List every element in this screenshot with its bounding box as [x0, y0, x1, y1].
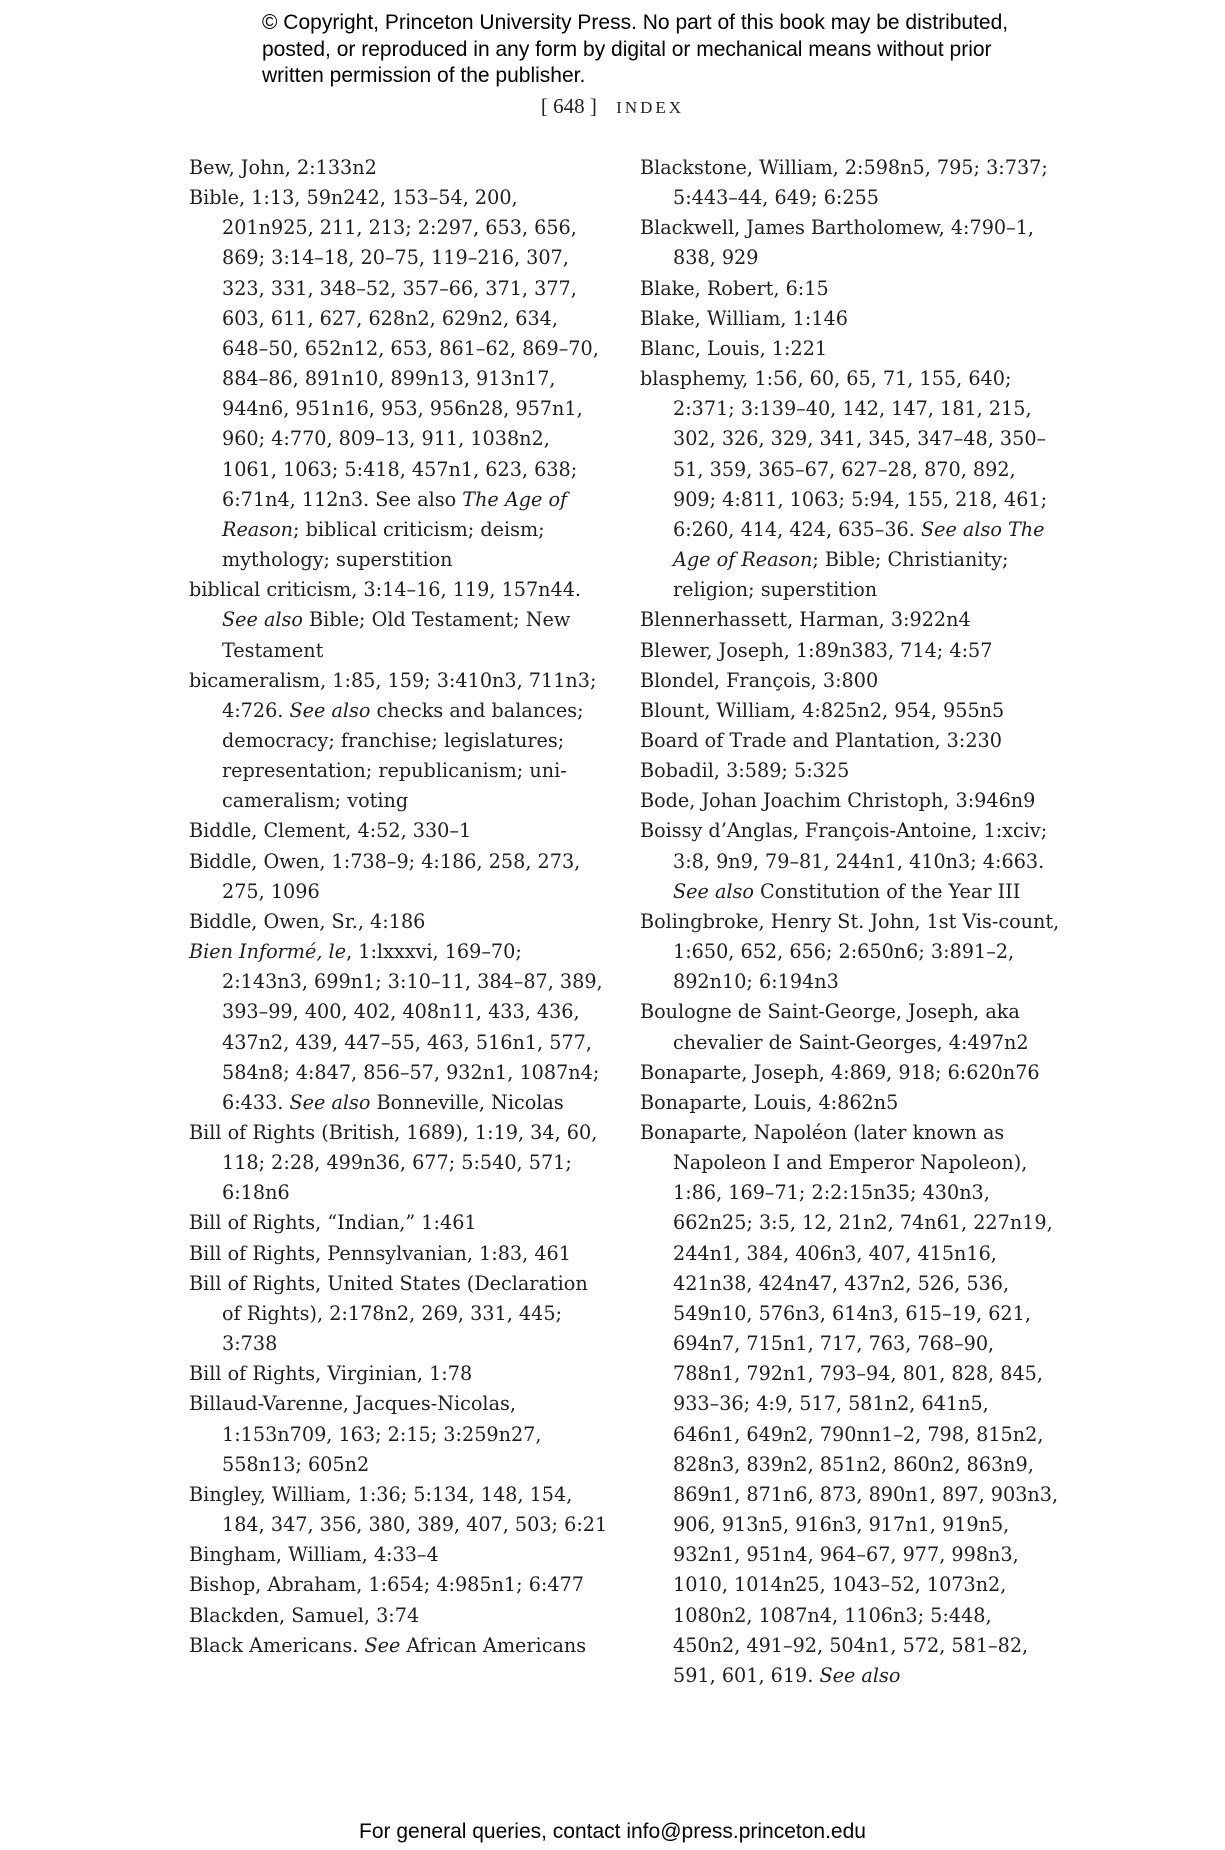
entry-text: Black Americans. [189, 1633, 365, 1657]
entry-text: Bode, Johan Joachim Christoph, 3:946n9 [640, 789, 1036, 813]
entry-text: Bill of Rights, Virginian, 1:78 [189, 1362, 473, 1386]
entry-text: Bobadil, 3:589; 5:325 [640, 759, 850, 783]
index-entry [640, 816, 1060, 906]
index-entry [189, 1480, 609, 1540]
index-entry [640, 364, 1060, 605]
entry-text: bicameralism, 1:85, 159; 3:410n3, 711n3; 4:726. [189, 668, 597, 722]
entry-text: Boulogne de Saint-George, Joseph, aka chevalier de Saint-Georges, 4:497n2 [640, 1000, 1029, 1054]
index-entry [640, 1088, 1060, 1118]
index-entry [640, 786, 1060, 816]
entry-text: Blennerhassett, Harman, 3:922n4 [640, 608, 971, 632]
entry-text: Boissy d’Anglas, François-Antoine, 1:xciv; 3:8, 9n9, 79–81, 244n1, 410n3; 4:663. [640, 819, 1048, 873]
index-entry [640, 1118, 1060, 1691]
index-entry [189, 847, 609, 907]
entry-text: Bingham, William, 4:33–4 [189, 1543, 439, 1567]
entry-text: See also [289, 698, 371, 722]
index-entry [189, 153, 609, 183]
index-entry [640, 907, 1060, 997]
entry-text: Bill of Rights, “Indian,” 1:461 [189, 1211, 477, 1235]
entry-text: Bible; Old Testament; New Testament [222, 608, 571, 662]
entry-text: See also [222, 608, 303, 632]
entry-text: See also The Age of Reason [673, 517, 1045, 572]
entry-text: biblical criticism, 3:14–16, 119, 157n44. [189, 578, 582, 602]
index-entry [640, 997, 1060, 1057]
copyright-notice: © Copyright, Princeton University Press. No part of this book may be distributed, posted, or reproduced in any form by digital or mechanical means without prior written permission of the publisher. [262, 11, 1009, 87]
entry-text: See [364, 1633, 401, 1657]
entry-text: Billaud-Varenne, Jacques-Nicolas, 1:153n709, 163; 2:15; 3:259n27, 558n13; 605n2 [189, 1392, 542, 1476]
index-column-right [640, 153, 1060, 1691]
entry-text: , 1:lxxxvi, 169–70; 2:143n3, 699n1; 3:10–11, 384–87, 389, 393–99, 400, 402, 408n11, 433, 436, 437n2, 439, 447–55, 463, 516n1, 577, 584n8; 4:847, 856–57, 932n1, 1087n4; 6:433. [222, 940, 603, 1114]
index-entry [640, 696, 1060, 726]
index-entry [189, 937, 609, 1118]
index-entry [640, 605, 1060, 635]
entry-text: Bishop, Abraham, 1:654; 4:985n1; 6:477 [189, 1573, 584, 1597]
entry-text: Blanc, Louis, 1:221 [640, 336, 828, 360]
entry-text: Blackwell, James Bartholomew, 4:790–1, 838, 929 [640, 216, 1035, 270]
entry-text: Bonaparte, Napoléon (later known as Napoleon I and Emperor Napoleon), 1:86, 169–71; 2:2:15n35; 430n3, 662n25; 3:5, 12, 21n2, 74n61, 227n19, 244n1, 384, 406n3, 407, 415n16, 421n38, 424n47, 437n2, 526, 536, 549n10, 576n3, 614n3, 615–19, 621, 694n7, 715n1, 717, 763, 768–90, 788n1, 792n1, 793–94, 801, 828, 845, 933–36; 4:9, 517, 581n2, 641n5, 646n1, 649n2, 790nn1–2, 798, 815n2, 828n3, 839n2, 851n2, 860n2, 863n9, 869n1, 871n6, 873, 890n1, 897, 903n3, 906, 913n5, 916n3, 917n1, 919n5, 932n1, 951n4, 964–67, 977, 998n3, 1010, 1014n25, 1043–52, 1073n2, 1080n2, 1087n4, 1106n3; 5:448, 450n2, 491–92, 504n1, 572, 581–82, 591, 601, 619. [640, 1121, 1059, 1687]
section-title: INDEX [616, 98, 685, 117]
entry-text: See also [819, 1663, 901, 1687]
entry-text: Bill of Rights, United States (Declaration of Rights), 2:178n2, 269, 331, 445; 3:738 [189, 1271, 588, 1356]
entry-text: Bill of Rights (British, 1689), 1:19, 34, 60, 118; 2:28, 499n36, 677; 5:540, 571; 6:18n6 [189, 1121, 598, 1205]
index-entry [189, 575, 609, 665]
index-entry [640, 213, 1060, 273]
entry-text: Biddle, Owen, Sr., 4:186 [189, 909, 426, 933]
entry-text: ; biblical criticism; deism; mythology; superstition [222, 517, 545, 572]
entry-text: Bien Informé, le [189, 940, 347, 964]
running-header [0, 94, 1225, 119]
index-entry [640, 756, 1060, 786]
index-entry [640, 666, 1060, 696]
index-entry [189, 1269, 609, 1359]
index-entry [640, 153, 1060, 213]
index-entry [189, 183, 609, 575]
entry-text: blasphemy, 1:56, 60, 65, 71, 155, 640; 2:371; 3:139–40, 142, 147, 181, 215, 302, 326, 329, 341, 345, 347–48, 350–51, 359, 365–67, 627–28, 870, 892, 909; 4:811, 1063; 5:94, 155, 218, 461; 6:260, 414, 424, 635–36. [640, 367, 1048, 541]
entry-text: See also [289, 1090, 371, 1114]
entry-text: Bew, John, 2:133n2 [189, 156, 377, 179]
index-entry [640, 334, 1060, 364]
index-entry [189, 1239, 609, 1269]
entry-text: Blount, William, 4:825n2, 954, 955n5 [640, 698, 1005, 722]
entry-text: ; Bible; Christianity; religion; superstition [673, 548, 1009, 602]
footer-contact: For general queries, contact info@press.princeton.edu [359, 1820, 866, 1843]
entry-text: The Age of Reason [222, 487, 568, 541]
index-entry [189, 1118, 609, 1208]
entry-text: Biddle, Clement, 4:52, 330–1 [189, 819, 472, 843]
index-entry [189, 1601, 609, 1631]
index-entry [189, 1570, 609, 1600]
entry-text: Bonneville, Nicolas [370, 1090, 564, 1114]
entry-text: African Americans [400, 1633, 587, 1657]
index-entry [189, 1540, 609, 1570]
entry-text: Bible, 1:13, 59n242, 153–54, 200, 201n925, 211, 213; 2:297, 653, 656, 869; 3:14–18, 20–75, 119–216, 307, 323, 331, 348–52, 357–66, 371, 377, 603, 611, 627, 628n2, 629n2, 634, 648–50, 652n12, 653, 861–62, 869–70, 884–86, 891n10, 899n13, 913n17, 944n6, 951n16, 953, 956n28, 957n1, 960; 4:770, 809–13, 911, 1038n2, 1061, 1063; 5:418, 457n1, 623, 638; 6:71n4, 112n3. See also [189, 186, 599, 511]
index-entry [189, 1208, 609, 1238]
entry-text: Blake, William, 1:146 [640, 306, 848, 330]
index-entry [189, 666, 609, 817]
index-entry [640, 304, 1060, 334]
index-entry [189, 1631, 609, 1661]
entry-text: Bolingbroke, Henry St. John, 1st Vis-count, 1:650, 652, 656; 2:650n6; 3:891–2, 892n10; 6:194n3 [640, 909, 1060, 994]
entry-text: Bonaparte, Louis, 4:862n5 [640, 1090, 899, 1114]
entry-text: Blondel, François, 3:800 [640, 668, 879, 692]
index-entry [189, 1389, 609, 1479]
entry-text: Constitution of the Year III [753, 879, 1021, 903]
index-column-left [189, 153, 609, 1661]
index-entry [640, 1058, 1060, 1088]
entry-text: Bill of Rights, Pennsylvanian, 1:83, 461 [189, 1241, 571, 1265]
index-entry [189, 1359, 609, 1389]
entry-text: Blake, Robert, 6:15 [640, 276, 829, 300]
index-entry [640, 274, 1060, 304]
entry-text: Bonaparte, Joseph, 4:869, 918; 6:620n76 [640, 1060, 1040, 1084]
index-entry [189, 907, 609, 937]
page-number: [ 648 ] [540, 94, 597, 118]
entry-text: checks and balances; democracy; franchise; legislatures; representation; republicanism; uni-cameralism; voting [222, 698, 584, 813]
entry-text: Blewer, Joseph, 1:89n383, 714; 4:57 [640, 638, 993, 662]
entry-text: Blackstone, William, 2:598n5, 795; 3:737; 5:443–44, 649; 6:255 [640, 156, 1048, 210]
entry-text: Blackden, Samuel, 3:74 [189, 1603, 420, 1627]
entry-text: Board of Trade and Plantation, 3:230 [640, 728, 1002, 752]
entry-text: Biddle, Owen, 1:738–9; 4:186, 258, 273, 275, 1096 [189, 849, 581, 903]
entry-text: See also [673, 879, 754, 903]
entry-text: Bingley, William, 1:36; 5:134, 148, 154, 184, 347, 356, 380, 389, 407, 503; 6:21 [189, 1482, 608, 1537]
index-entry [189, 816, 609, 846]
index-entry [640, 636, 1060, 666]
index-entry [640, 726, 1060, 756]
